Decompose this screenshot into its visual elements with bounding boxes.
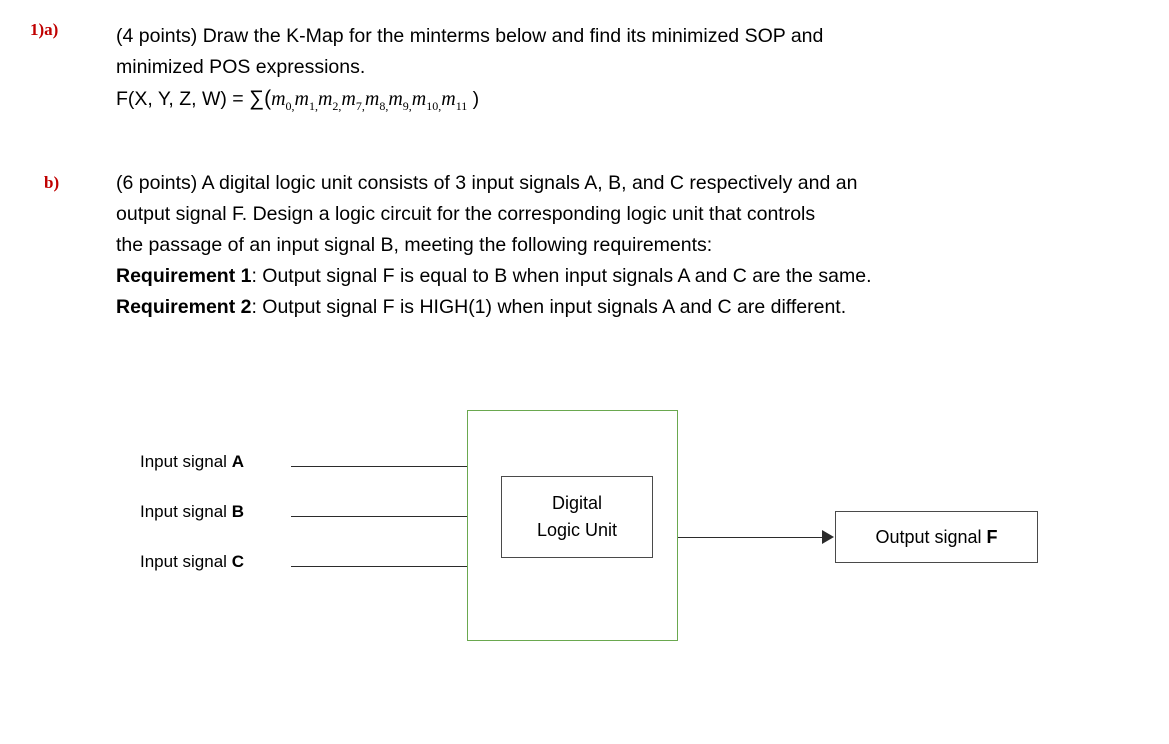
formula-sigma: ∑(: [249, 87, 272, 110]
requirement-1: [116, 261, 1106, 292]
question-marker-a: 1)a): [30, 20, 59, 39]
requirement-2: [116, 292, 1106, 323]
output-signal-box: [835, 511, 1038, 563]
minterm-5: $m_{9,}$: [388, 88, 412, 113]
question-marker-b: b): [44, 173, 60, 192]
requirement-2-text: : Output signal F is HIGH(1) when input signals A and C are different.: [251, 296, 847, 318]
question-b-line-1: (6 points) A digital logic unit consists of 3 input signals A, B, and C respectively and an: [116, 172, 858, 194]
logic-unit-diagram: [116, 400, 1096, 670]
digital-logic-unit-line-1: Digital: [551, 493, 603, 513]
minterm-2: $m_{2,}$: [317, 88, 342, 113]
requirement-1-label: Requirement 1: [116, 265, 252, 287]
formula-suffix: ): [467, 88, 480, 110]
minterm-3: $m_{7,}$: [341, 88, 365, 113]
digital-logic-unit-line-2: Logic Unit: [536, 520, 618, 540]
output-signal-label: Output signal F: [875, 526, 998, 547]
minterm-6: $m_{10,}$: [411, 88, 442, 113]
minterm-7: $m_{11}$: [441, 88, 468, 113]
question-a-line-1: (4 points) Draw the K-Map for the minterms below and find its minimized SOP and: [116, 25, 824, 47]
wire-input-c: [291, 566, 468, 567]
arrow-right-icon: [822, 530, 834, 544]
question-a-body: [116, 21, 1076, 122]
minterm-0: $m_{0,}$: [271, 88, 295, 113]
minterm-1: $m_{1,}$: [294, 88, 318, 113]
question-b-body: [116, 168, 1106, 323]
input-signal-b-label: Input signal B: [140, 502, 244, 521]
input-signal-c-label: Input signal C: [140, 552, 244, 571]
wire-output-f: [678, 537, 828, 538]
question-a-formula: [116, 83, 1076, 122]
formula-prefix: F(X, Y, Z, W) =: [116, 88, 250, 110]
requirement-1-text: : Output signal F is equal to B when input signals A and C are the same.: [251, 265, 872, 287]
wire-input-a: [291, 466, 468, 467]
requirement-2-label: Requirement 2: [116, 296, 252, 318]
input-signal-a-label: Input signal A: [140, 452, 244, 471]
wire-input-b: [291, 516, 468, 517]
question-b-line-2: output signal F. Design a logic circuit for the corresponding logic unit that controls: [116, 203, 816, 225]
digital-logic-unit-box: [501, 476, 653, 558]
question-b-line-3: the passage of an input signal B, meeting the following requirements:: [116, 234, 713, 256]
minterm-4: $m_{8,}$: [364, 88, 389, 113]
question-a-line-2: minimized POS expressions.: [116, 56, 366, 78]
